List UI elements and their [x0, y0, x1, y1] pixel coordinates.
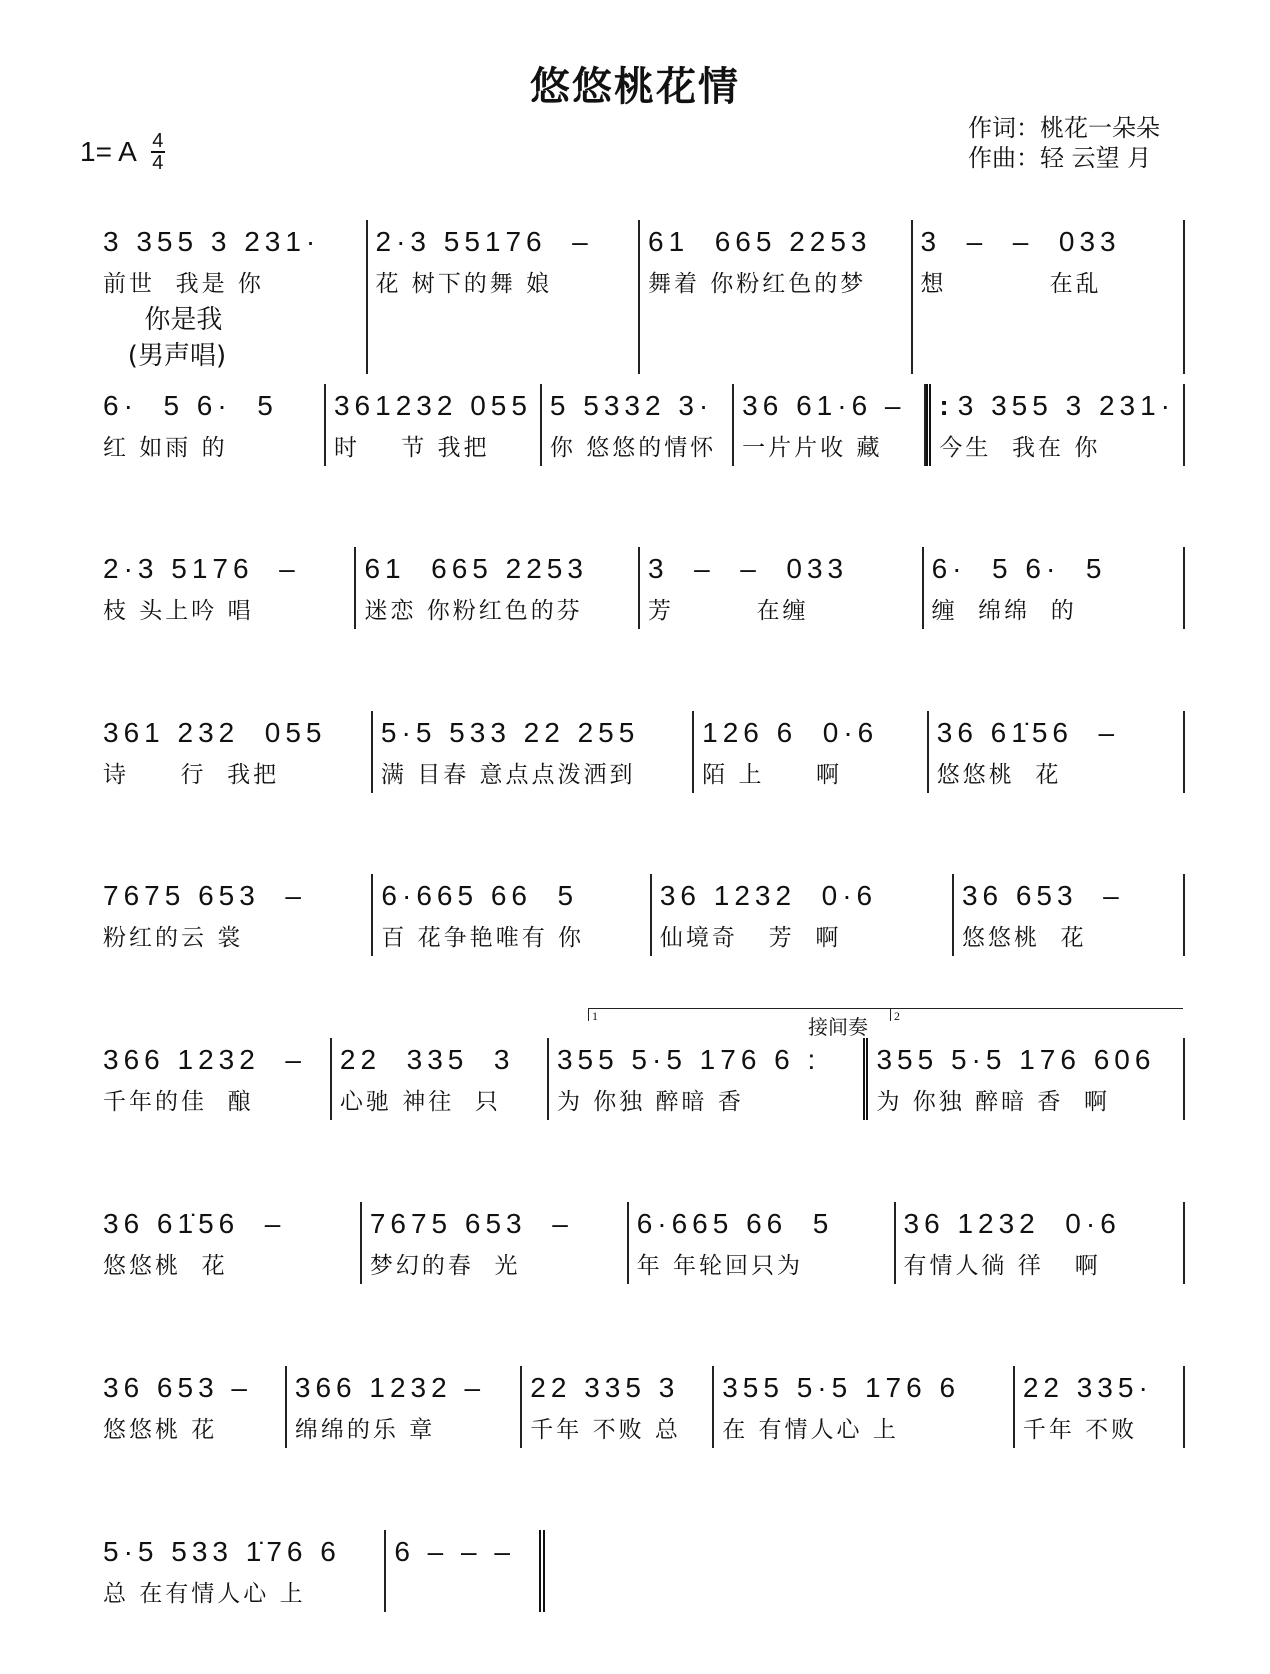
measure — [95, 711, 373, 793]
measure-lyrics: 枝 头上吟 唱 — [103, 598, 254, 624]
measure-lyrics: 舞着 你粉红色的梦 — [648, 271, 867, 297]
measure-notes — [103, 874, 363, 918]
volta-brackets — [588, 1008, 1183, 1039]
measure-notes — [742, 384, 916, 428]
measure — [287, 1366, 522, 1448]
notes-text: 22 335· — [1022, 1372, 1153, 1403]
measure-notes — [648, 220, 903, 264]
measure-lyrics: 千年 不败 — [1022, 1417, 1138, 1443]
measure-lyrics: 年 年轮回只为 — [636, 1253, 803, 1279]
music-system — [95, 1202, 1185, 1284]
measure-lyrics: 粉红的云 裳 — [103, 925, 244, 951]
alternate-lyrics: 你是我 — [103, 305, 223, 335]
notes-text: 3 – – 033 — [920, 226, 1121, 257]
notes-text: 366 1232 – — [294, 1372, 486, 1403]
measure-notes — [722, 1366, 1005, 1410]
measure — [924, 547, 1185, 629]
notes-text: 61 665 2253 — [648, 226, 872, 257]
measure-notes — [702, 711, 919, 755]
measure-notes — [295, 1366, 512, 1410]
measure-notes — [937, 711, 1175, 755]
measure-lyrics: 悠悠桃 花 — [936, 762, 1062, 788]
notes-text: 36 1232 0·6 — [659, 880, 878, 911]
measure — [95, 1366, 287, 1448]
measure-lyrics: 满 目春 意点点泼洒到 — [380, 762, 636, 788]
measure — [714, 1366, 1015, 1448]
measure-lyrics: 红 如雨 的 — [103, 435, 228, 461]
measure-notes — [103, 1038, 322, 1082]
measure-notes — [103, 547, 346, 591]
notes-text: 355 5·5 176 606 — [876, 1044, 1156, 1075]
measure-lyrics: 为 你独 醉暗 香 啊 — [876, 1089, 1111, 1115]
notes-text: 6·665 66 5 — [636, 1208, 834, 1239]
measure — [629, 1202, 896, 1284]
music-system — [95, 1530, 545, 1612]
measure — [926, 384, 1185, 466]
measure-lyrics: 悠悠桃 花 — [961, 925, 1087, 951]
notes-text: 366 1232 – — [103, 1044, 306, 1075]
notes-text: 36 61̇56 – — [103, 1208, 286, 1239]
measure-notes — [340, 1038, 539, 1082]
volta-first-ending: 1 — [588, 1009, 598, 1021]
measure — [95, 547, 356, 629]
song-title: 悠悠桃花情 — [530, 64, 740, 110]
music-system — [95, 874, 1185, 956]
measure-lyrics: 千年的佳 酿 — [103, 1089, 254, 1115]
measure-notes — [648, 547, 914, 591]
measure-notes — [364, 547, 630, 591]
measure-notes — [550, 384, 724, 428]
notes-text: 5·5 533 1̇76 6 — [103, 1536, 341, 1567]
notes-text: 22 335 3 — [339, 1044, 515, 1075]
measure-lyrics: 千年 不败 总 — [530, 1417, 681, 1443]
measure-lyrics: 在 有情人心 上 — [722, 1417, 899, 1443]
measure-notes — [103, 1366, 277, 1410]
notes-text: 7675 653 – — [103, 880, 306, 911]
notes-text: 6·665 66 5 — [381, 880, 579, 911]
measure-notes — [660, 874, 944, 918]
measure-notes — [921, 220, 1176, 264]
measure-lyrics: 陌 上 啊 — [702, 762, 843, 788]
notes-text: 361232 055 — [333, 390, 532, 421]
measure-lyrics: 绵绵的乐 章 — [294, 1417, 436, 1443]
measure-notes — [103, 711, 363, 755]
measure — [332, 1038, 549, 1120]
measure — [373, 711, 694, 793]
measure — [368, 220, 641, 374]
notes-text: 36 653 – — [961, 880, 1124, 911]
music-system — [95, 1038, 1185, 1120]
notes-text: 7675 653 – — [369, 1208, 573, 1239]
measure-notes — [932, 547, 1175, 591]
lyricist: 作词：桃花一朵朵 — [968, 114, 1160, 142]
measure — [522, 1366, 714, 1448]
measure — [694, 711, 929, 793]
measure-lyrics: 总 在有情人心 上 — [103, 1581, 306, 1607]
measure — [95, 220, 368, 374]
measure-notes — [103, 384, 316, 428]
measure-notes — [334, 384, 532, 428]
notes-text: 36 61̇56 – — [936, 717, 1120, 748]
music-system — [95, 220, 1185, 374]
measure-lyrics: 你 悠悠的情怀 — [549, 435, 717, 461]
notes-text: 5·5 533 22 255 — [380, 717, 640, 748]
measure-notes — [637, 1202, 886, 1246]
notes-text: 6· 5 6· 5 — [103, 390, 278, 421]
notes-text: 361 232 055 — [103, 717, 327, 748]
music-system — [95, 1366, 1185, 1448]
measure-lyrics: 缠 绵绵 的 — [931, 598, 1077, 624]
measure-lyrics: 仙境奇 芳 啊 — [659, 925, 842, 951]
measure — [356, 547, 640, 629]
measure — [640, 220, 913, 374]
measure-lyrics: 花 树下的舞 娘 — [375, 271, 553, 297]
measure-notes — [962, 874, 1175, 918]
measure — [913, 220, 1186, 374]
measure-notes — [376, 220, 631, 264]
measure — [549, 1038, 869, 1120]
measure — [95, 1530, 386, 1612]
music-system — [95, 384, 1185, 466]
measure-notes — [381, 874, 641, 918]
measure — [734, 384, 926, 466]
notes-text: 126 6 0·6 — [702, 717, 879, 748]
measure — [95, 1038, 332, 1120]
notes-text: 36 653 – — [103, 1372, 252, 1403]
measure-lyrics: 想 在乱 — [920, 271, 1102, 297]
notes-text: 22 335 3 — [530, 1372, 680, 1403]
notes-text: 2·3 55176 – — [375, 226, 593, 257]
notes-text: 355 5·5 176 6 — [722, 1372, 961, 1403]
measure-lyrics: 百 花争艳唯有 你 — [381, 925, 585, 951]
measure-lyrics: 诗 行 我把 — [103, 762, 280, 788]
measure — [326, 384, 542, 466]
key-signature — [80, 132, 165, 172]
key-label: 1= A — [80, 136, 137, 167]
measure-notes — [1023, 1366, 1175, 1410]
measure-notes — [103, 220, 358, 264]
interlude-label: 接间奏 — [808, 1015, 868, 1039]
measure-lyrics: 芳 在缠 — [648, 598, 809, 624]
measure-notes — [530, 1366, 704, 1410]
measure-lyrics: 有情人徜 徉 啊 — [903, 1253, 1101, 1279]
measure-notes — [394, 1530, 531, 1574]
measure-lyrics: 迷恋 你粉红色的芬 — [364, 598, 583, 624]
volta-second-ending: 2 — [890, 1009, 900, 1021]
measure — [954, 874, 1185, 956]
measure — [373, 874, 651, 956]
measure-notes — [876, 1038, 1175, 1082]
measure-lyrics: 梦幻的春 光 — [369, 1253, 521, 1279]
time-signature-bottom: 4 — [152, 152, 164, 174]
measure-lyrics: 心驰 神往 只 — [339, 1089, 501, 1115]
measure — [95, 874, 373, 956]
measure — [542, 384, 734, 466]
music-system — [95, 711, 1185, 793]
measure — [868, 1038, 1185, 1120]
measure-lyrics: 悠悠桃 花 — [103, 1253, 228, 1279]
measure — [640, 547, 924, 629]
notes-text: 36 61·6 – — [742, 390, 906, 421]
measure-lyrics: 一片片收 藏 — [742, 435, 883, 461]
time-signature-top: 4 — [152, 130, 164, 152]
notes-text: 355 5·5 176 6 : — [556, 1044, 821, 1075]
repeat-start-sign: : — [939, 390, 954, 421]
measure-notes — [904, 1202, 1175, 1246]
music-system — [95, 547, 1185, 629]
measure-notes — [939, 384, 1175, 428]
notes-text: 6 – – – — [394, 1536, 515, 1567]
measure-lyrics — [394, 1576, 531, 1612]
measure — [95, 384, 326, 466]
measure-notes — [557, 1038, 856, 1082]
measure — [362, 1202, 629, 1284]
measure-notes — [103, 1202, 352, 1246]
measure-lyrics: 前世 我是 你 — [103, 271, 264, 297]
measure — [929, 711, 1185, 793]
notes-text: 61 665 2253 — [364, 553, 588, 584]
credits — [968, 113, 1160, 173]
notes-text: 3 355 3 231· — [957, 390, 1175, 421]
measure-lyrics: 为 你独 醉暗 香 — [556, 1089, 744, 1115]
measure-lyrics: 时 节 我把 — [333, 435, 490, 461]
measure — [95, 1202, 362, 1284]
measure — [1015, 1366, 1185, 1448]
composer: 作曲：轻 云望 月 — [968, 144, 1152, 172]
measure-lyrics: 悠悠桃 花 — [103, 1417, 218, 1443]
notes-text: 6· 5 6· 5 — [931, 553, 1107, 584]
measure — [386, 1530, 545, 1612]
measure-notes — [103, 1530, 376, 1574]
measure-lyrics: 今生 我在 你 — [939, 435, 1101, 461]
alternate-lyrics: (男声唱) — [103, 341, 227, 371]
measure — [652, 874, 954, 956]
notes-text: 5 5332 3· — [549, 390, 714, 421]
measure — [896, 1202, 1185, 1284]
notes-text: 3 – – 033 — [648, 553, 849, 584]
notes-text: 2·3 5176 – — [103, 553, 300, 584]
notes-text: 3 355 3 231· — [103, 226, 321, 257]
measure-notes — [370, 1202, 619, 1246]
measure-notes — [381, 711, 684, 755]
notes-text: 36 1232 0·6 — [903, 1208, 1121, 1239]
time-signature — [151, 132, 165, 172]
